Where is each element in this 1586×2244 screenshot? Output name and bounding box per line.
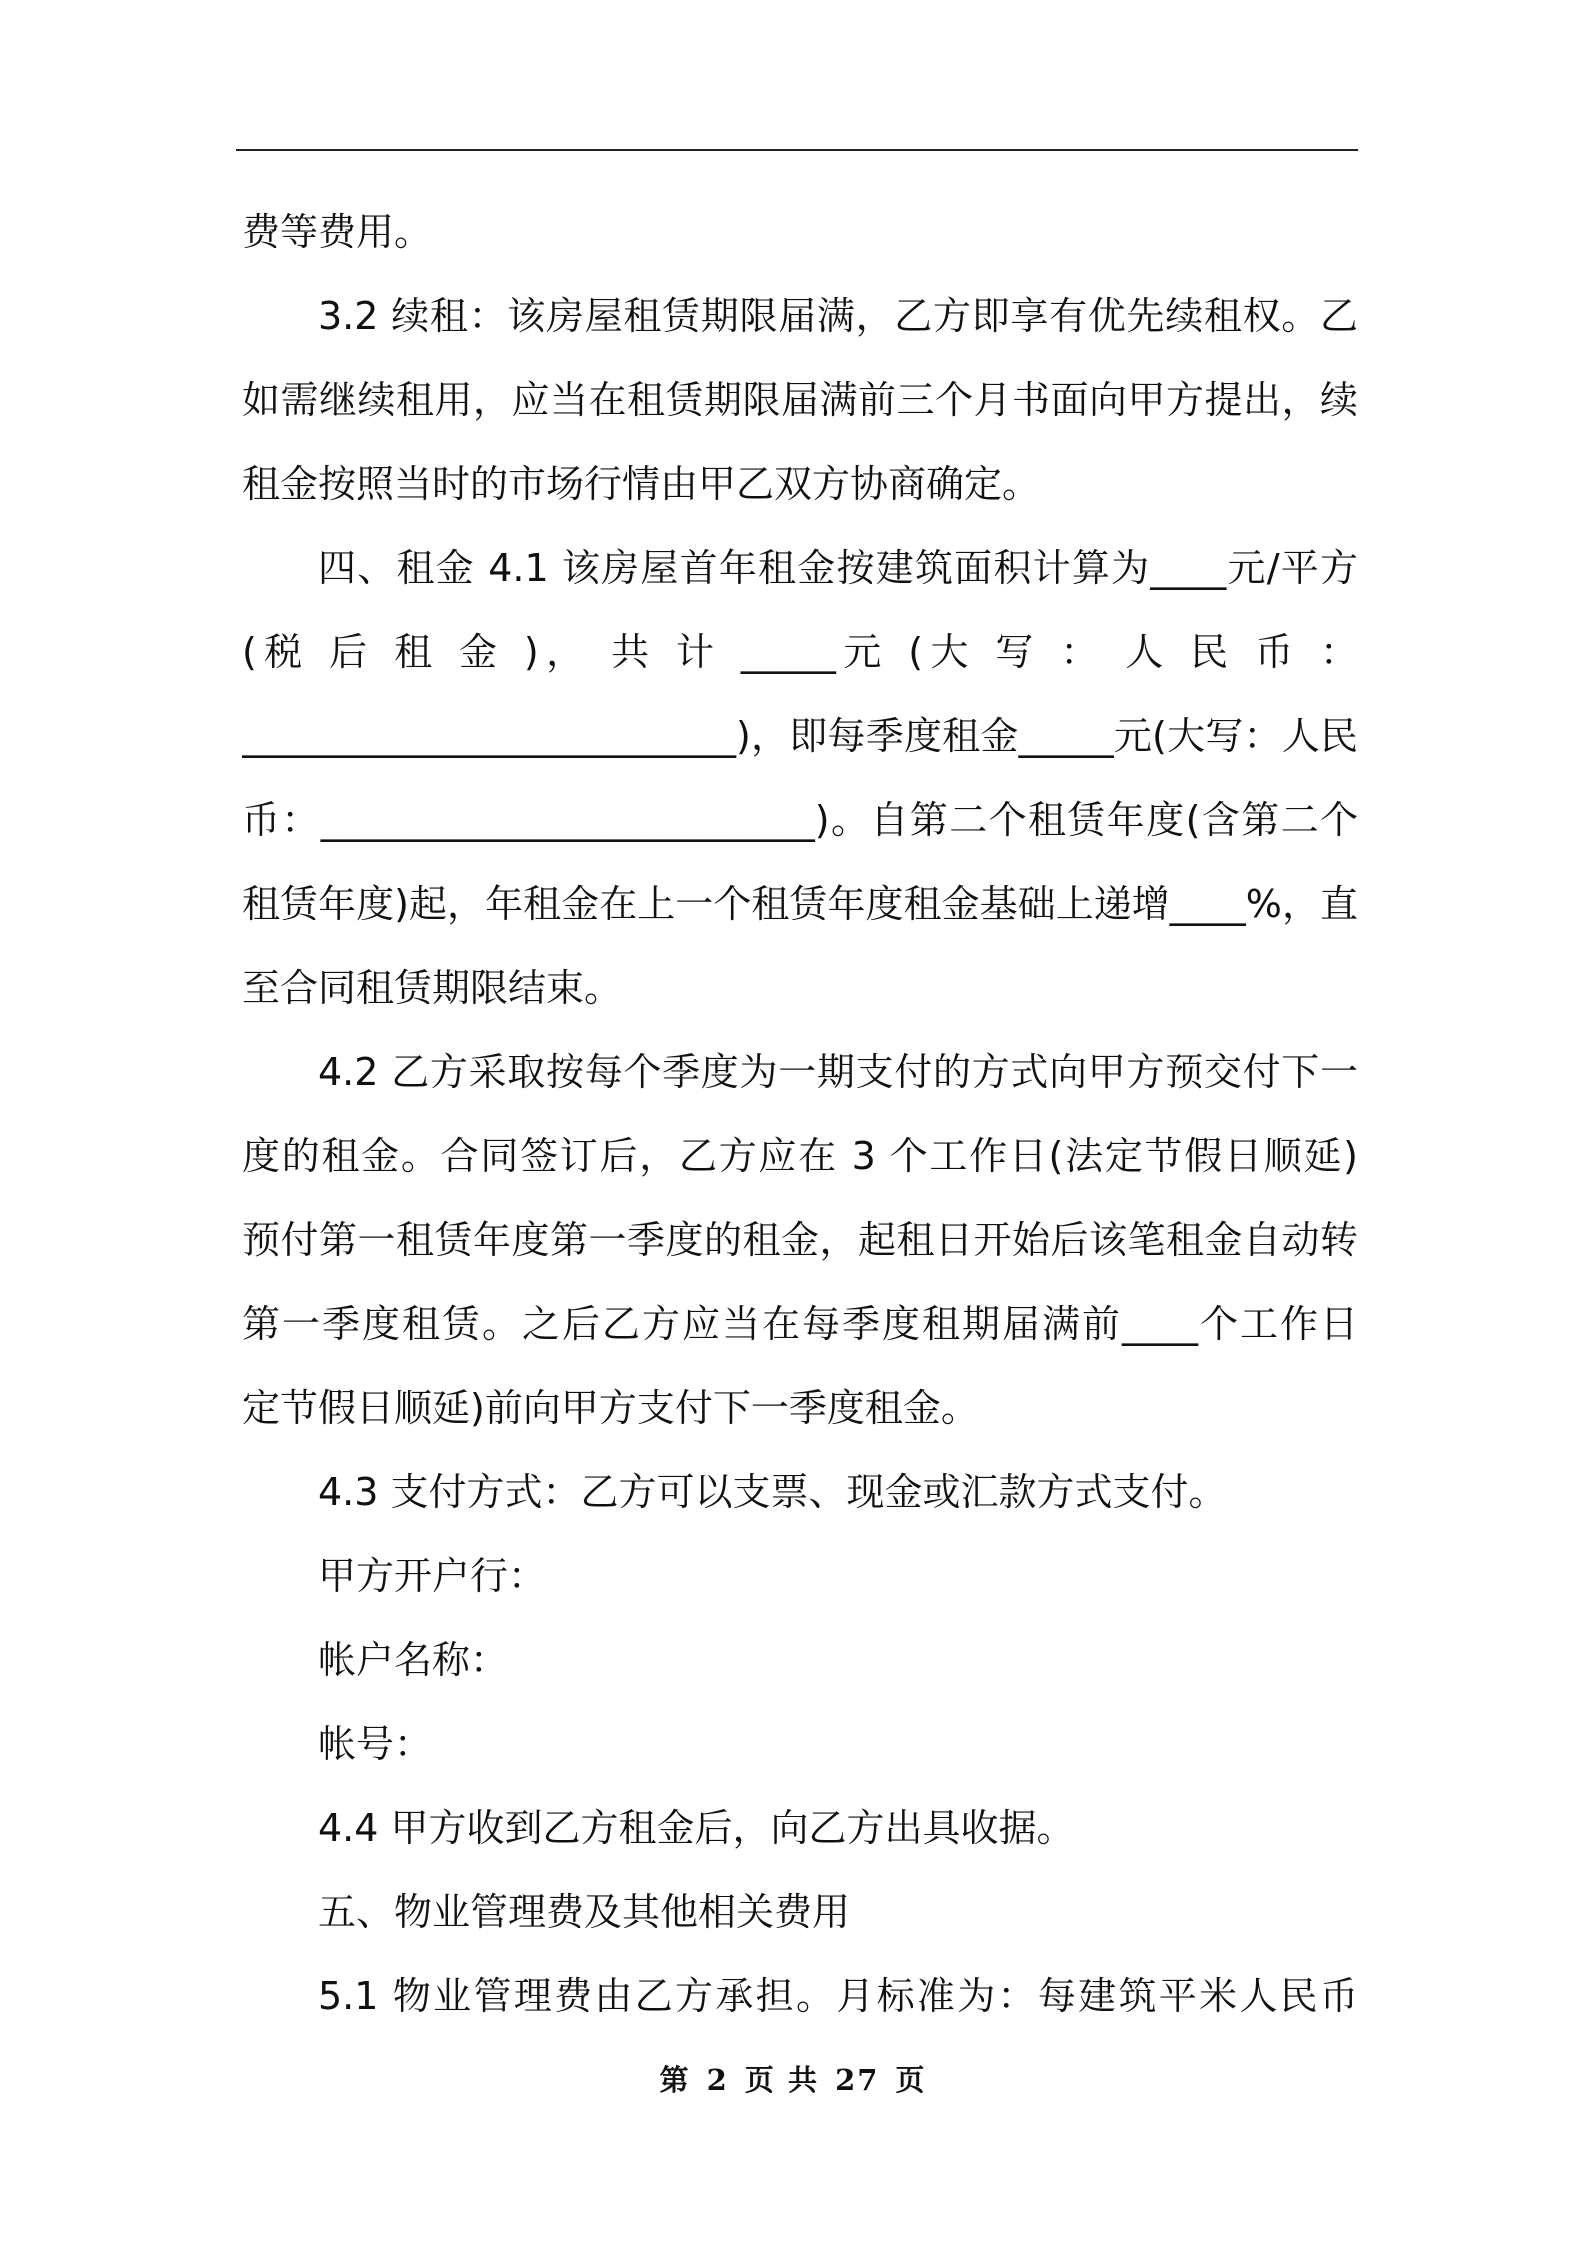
text-line: 第一季度租赁。之后乙方应当在每季度租期届满前____个工作日 <box>242 1302 1358 1346</box>
text-line: 帐号： <box>318 1722 433 1766</box>
text-line: (税 后 租 金 )， 共 计 _____元 (大 写 ： 人 民 币 ： <box>242 630 1358 674</box>
header-rule <box>236 149 1358 151</box>
text-line: 甲方开户行： <box>318 1554 547 1598</box>
page-label-middle: 页 共 <box>744 2063 819 2097</box>
text-line: 费等费用。 <box>242 210 433 254</box>
total-pages: 27 <box>835 2063 880 2097</box>
page-number-footer <box>0 2058 1586 2099</box>
page-label-suffix: 页 <box>895 2063 927 2097</box>
text-line: 5.1 物业管理费由乙方承担。月标准为：每建筑平米人民币 <box>318 1974 1358 2018</box>
document-body <box>242 190 1358 2038</box>
text-line: 4.4 甲方收到乙方租金后，向乙方出具收据。 <box>318 1806 1075 1850</box>
text-line: 四、租金 4.1 该房屋首年租金按建筑面积计算为____元/平方 <box>318 546 1358 590</box>
text-line: 租赁年度)起，年租金在上一个租赁年度租金基础上递增____%，直 <box>242 882 1358 926</box>
page-label-prefix: 第 <box>659 2063 691 2097</box>
text-line: 五、物业管理费及其他相关费用 <box>318 1890 851 1934</box>
text-line: 币：__________________________)。自第二个租赁年度(含第二个 <box>242 798 1358 842</box>
text-line: 帐户名称： <box>318 1638 509 1682</box>
text-line: 4.2 乙方采取按每个季度为一期支付的方式向甲方预交付下一 <box>318 1050 1358 1094</box>
text-line: 度的租金。合同签订后，乙方应在 3 个工作日(法定节假日顺延) <box>242 1134 1358 1178</box>
text-line: __________________________)，即每季度租金_____元(大写：人民 <box>242 714 1358 758</box>
text-line: 预付第一租赁年度第一季度的租金，起租日开始后该笔租金自动转 <box>242 1218 1358 1262</box>
text-line: 至合同租赁期限结束。 <box>242 966 623 1010</box>
text-line: 定节假日顺延)前向甲方支付下一季度租金。 <box>242 1386 979 1430</box>
text-line: 3.2 续租：该房屋租赁期限届满，乙方即享有优先续租权。乙 <box>318 294 1358 338</box>
text-line: 租金按照当时的市场行情由甲乙双方协商确定。 <box>242 462 1041 506</box>
current-page: 2 <box>706 2063 729 2097</box>
text-line: 4.3 支付方式：乙方可以支票、现金或汇款方式支付。 <box>318 1470 1227 1514</box>
text-line: 如需继续租用，应当在租赁期限届满前三个月书面向甲方提出，续 <box>242 378 1358 422</box>
